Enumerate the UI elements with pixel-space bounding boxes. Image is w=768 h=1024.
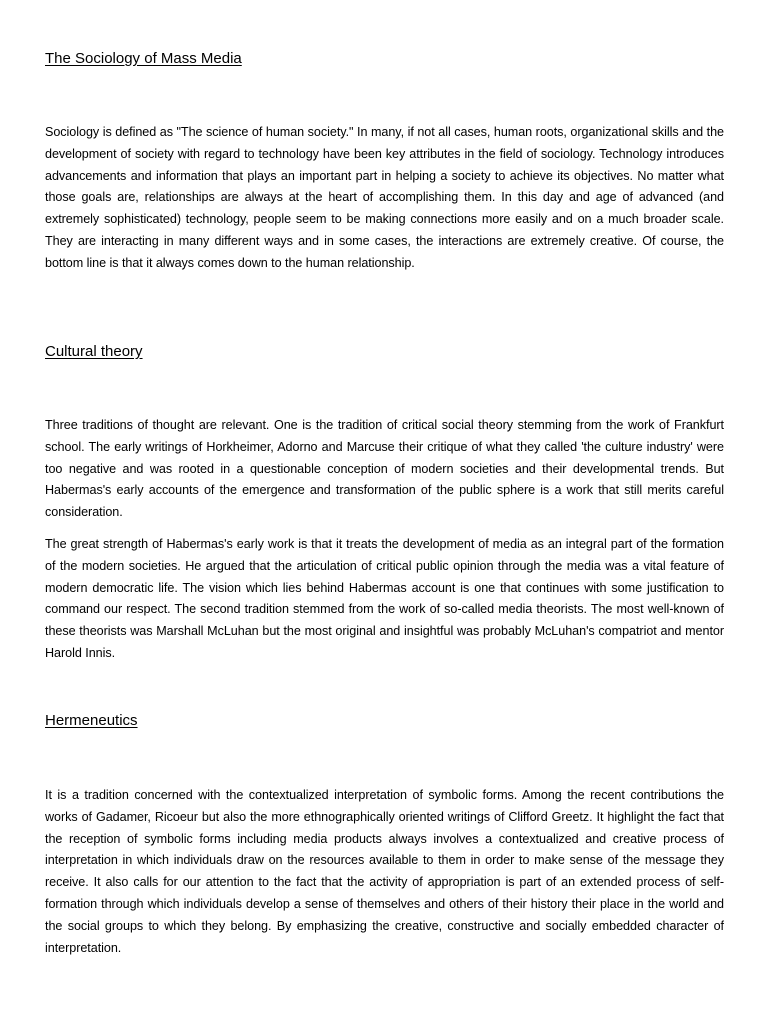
cultural-theory-paragraph-2: The great strength of Habermas's early work is that it treats the development of media as an integral part of the formation of the modern societies. He argued that the articulation of critical public opinion through the media was a vital feature of modern democratic life. The vision which lies behind Habermas account is one that continues with some justification to command our respect. The second tradition stemmed from the work of so-called media theorists. The most well-known of these theorists was Marshall McLuhan but the most original and insightful was probably McLuhan's compatriot and mentor Harold Innis. <box>45 537 724 660</box>
cultural-theory-paragraph-1: Three traditions of thought are relevant. One is the tradition of critical social theory stemming from the work of Frankfurt school. The early writings of Horkheimer, Adorno and Marcuse their critique of what they called 'the culture industry' were too negative and was rooted in a questionable conception of modern societies and their developmental trends. But Habermas's early accounts of the emergence and transformation of the public sphere is a work that still merits careful consideration. <box>45 418 724 520</box>
document-title: The Sociology of Mass Media <box>45 50 242 67</box>
hermeneutics-paragraph-1: It is a tradition concerned with the contextualized interpretation of symbolic forms. Among the recent contributions the works of Gadamer, Ricoeur but also the more ethnographically oriented writings of Clifford Greetz. It highlight the fact that the reception of symbolic forms including media products always involves a contextualized and creative process of interpretation in which individuals draw on the resources available to them in order to make sense of the message they receive. It also calls for our attention to the fact that the activity of appropriation is part of an extended process of self-formation through which individuals develop a sense of themselves and others of their history their place in the world and the social groups to which they belong. By emphasizing the creative, constructive and socially embedded character of interpretation. <box>45 788 724 955</box>
section-heading-hermeneutics: Hermeneutics <box>45 712 138 729</box>
intro-paragraph: Sociology is defined as "The science of human society." In many, if not all cases, human roots, organizational skills and the development of society with regard to technology have been key attributes in the field of sociology. Technology introduces advancements and information that plays an important part in helping a society to achieve its objectives. No matter what those goals are, relationships are always at the heart of accomplishing them. In this day and age of advanced (and extremely sophisticated) technology, people seem to be making connections more easily and on a much broader scale. They are interacting in many different ways and in some cases, the interactions are extremely creative. Of course, the bottom line is that it always comes down to the human relationship. <box>45 125 724 270</box>
section-heading-cultural-theory: Cultural theory <box>45 343 143 360</box>
